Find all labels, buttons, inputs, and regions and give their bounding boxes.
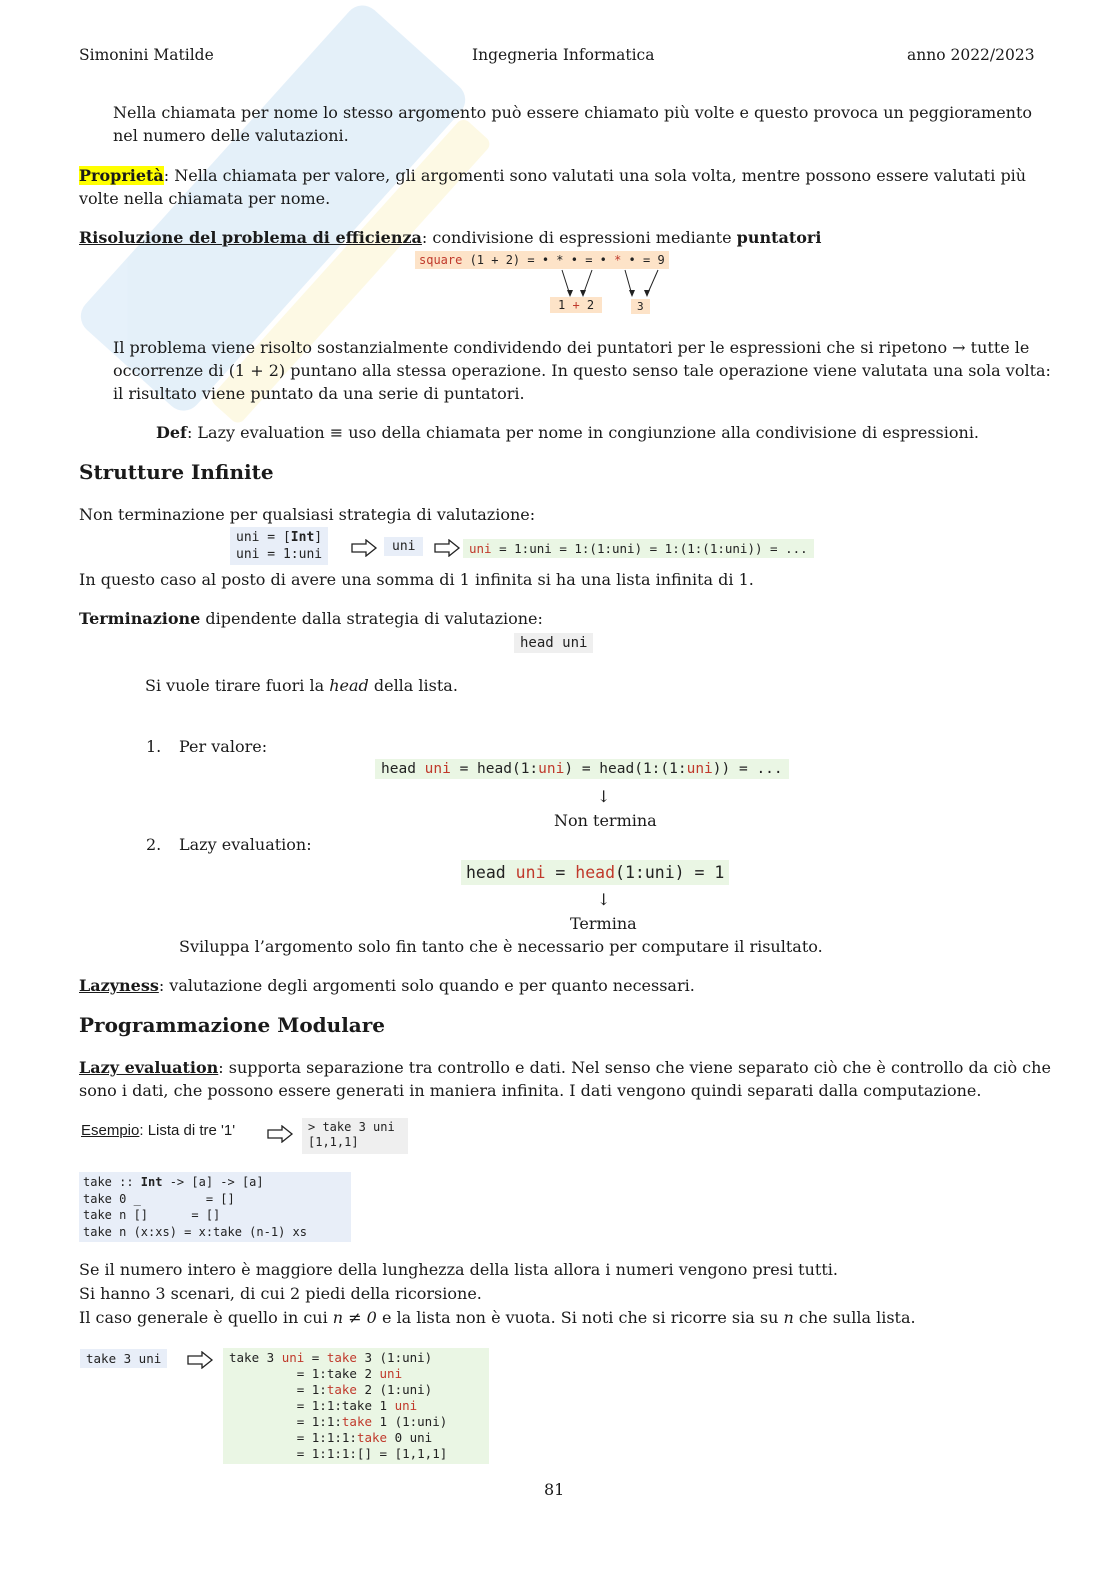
result-box: 3 [631, 299, 650, 314]
termina-result: Termina [570, 914, 637, 933]
take-evaluation-steps: take 3 uni = take 3 (1:uni) = 1:take 2 uni = 1:take 2 (1:uni) = 1:1:take 1 uni = 1:1:take 1 (1:uni) = 1:1:1:take 0 uni = 1:1:1:[] = [1,1,1] [223, 1348, 489, 1464]
header-year: anno 2022/2023 [907, 46, 1035, 64]
paragraph-problem: Il problema viene risolto sostanzialmente condividendo dei puntatori per le espressioni che si ripetono → tutte le occorrenze di (1 + 2) puntano alla stessa operazione. In questo senso tale operazione viene valutata una sola volta: il risultato viene puntato da una serie di puntatori. [113, 338, 1051, 403]
head-description: Si vuole tirare fuori la head della lista. [145, 676, 458, 695]
square-expression: square (1 + 2) = • * • = • * • = 9 [415, 251, 669, 269]
header-author: Simonini Matilde [79, 46, 214, 64]
section-title-programmazione-modulare: Programmazione Modulare [79, 1013, 386, 1037]
lazy-eval-description: Sviluppa l’argomento solo fin tanto che è necessario per computare il risultato. [179, 937, 823, 956]
list-item-1-label: Per valore: [179, 737, 268, 756]
shared-expression-box: 1 + 2 [550, 297, 602, 313]
paragraph-proprieta: Proprietà: Nella chiamata per valore, gli argomenti sono valutati una sola volta, mentre possono essere valutati più volte nella chiamata per nome. [79, 166, 1027, 208]
infinite-list-text: In questo caso al posto di avere una somma di 1 infinita si ha una lista infinita di 1. [79, 570, 754, 589]
paragraph-name-call: Nella chiamata per nome lo stesso argomento può essere chiamato più volte e questo provoca un peggioramento nel numero delle valutazioni. [113, 103, 1033, 145]
definition-lazy-evaluation: Def: Lazy evaluation ≡ uso della chiamata per nome in congiunzione alla condivisione di espressioni. [156, 423, 980, 442]
uni-definition-code: uni = [Int] uni = 1:uni [230, 527, 328, 565]
arrow-right-icon [433, 539, 461, 557]
section-title-strutture-infinite: Strutture Infinite [79, 460, 274, 484]
down-arrow-icon: ↓ [597, 787, 611, 806]
arrow-right-icon [266, 1125, 294, 1143]
paragraph-lazyness: Lazyness: valutazione degli argomenti solo quando e per quanto necessari. [79, 976, 695, 995]
head-uni-code: head uni [514, 633, 593, 653]
paragraph-lazy-evaluation: Lazy evaluation: supporta separazione tra controllo e dati. Nel senso che viene separato ciò che è controllo da ciò che sono i dati, che possono essere generati in maniera infinita. I dati vengono quindi separati dalla computazione. [79, 1058, 1051, 1100]
take-3-uni-code: take 3 uni [80, 1349, 167, 1368]
non-termination-text: Non terminazione per qualsiasi strategia di valutazione: [79, 505, 536, 524]
proprieta-label: Proprietà [79, 166, 164, 185]
paragraph-terminazione: Terminazione dipendente dalla strategia di valutazione: [79, 609, 543, 628]
arrow-right-icon [350, 539, 378, 557]
paragraph-risoluzione: Risoluzione del problema di efficienza: condivisione di espressioni mediante puntatori [79, 228, 822, 247]
page-number: 81 [544, 1480, 565, 1499]
esempio-label: Esempio: Lista di tre '1' [81, 1122, 236, 1139]
take-definition-code: take :: Int -> [a] -> [a] take 0 _ = [] take n [] = [] take n (x:xs) = x:take (n-1) xs [79, 1172, 351, 1242]
uni-expansion-code: uni = 1:uni = 1:(1:uni) = 1:(1:(1:uni)) = ... [463, 539, 814, 558]
non-termina-result: Non termina [554, 811, 657, 830]
paragraph-take-explanation: Se il numero intero è maggiore della lunghezza della lista allora i numeri vengono presi tutti. Si hanno 3 scenari, di cui 2 piedi della ricorsione. Il caso generale è quello in cui n ≠ 0 e la lista non è vuota. Si noti che si ricorre sia su n che sulla lista. [79, 1260, 916, 1327]
repl-take-example: > take 3 uni [1,1,1] [302, 1118, 408, 1154]
list-item-2-label: Lazy evaluation: [179, 835, 312, 854]
down-arrow-icon: ↓ [597, 890, 611, 909]
list-item-2-number: 2. [146, 835, 162, 854]
risoluzione-label: Risoluzione del problema di efficienza [79, 228, 422, 247]
lazy-eval-code: head uni = head(1:uni) = 1 [461, 860, 729, 885]
header-course: Ingegneria Informatica [472, 46, 655, 64]
call-by-value-code: head uni = head(1:uni) = head(1:(1:uni)) = ... [375, 759, 789, 779]
arrow-right-icon [186, 1351, 214, 1369]
list-item-1-number: 1. [146, 737, 162, 756]
uni-term-code: uni [384, 537, 423, 556]
pointer-arrows [540, 268, 690, 300]
